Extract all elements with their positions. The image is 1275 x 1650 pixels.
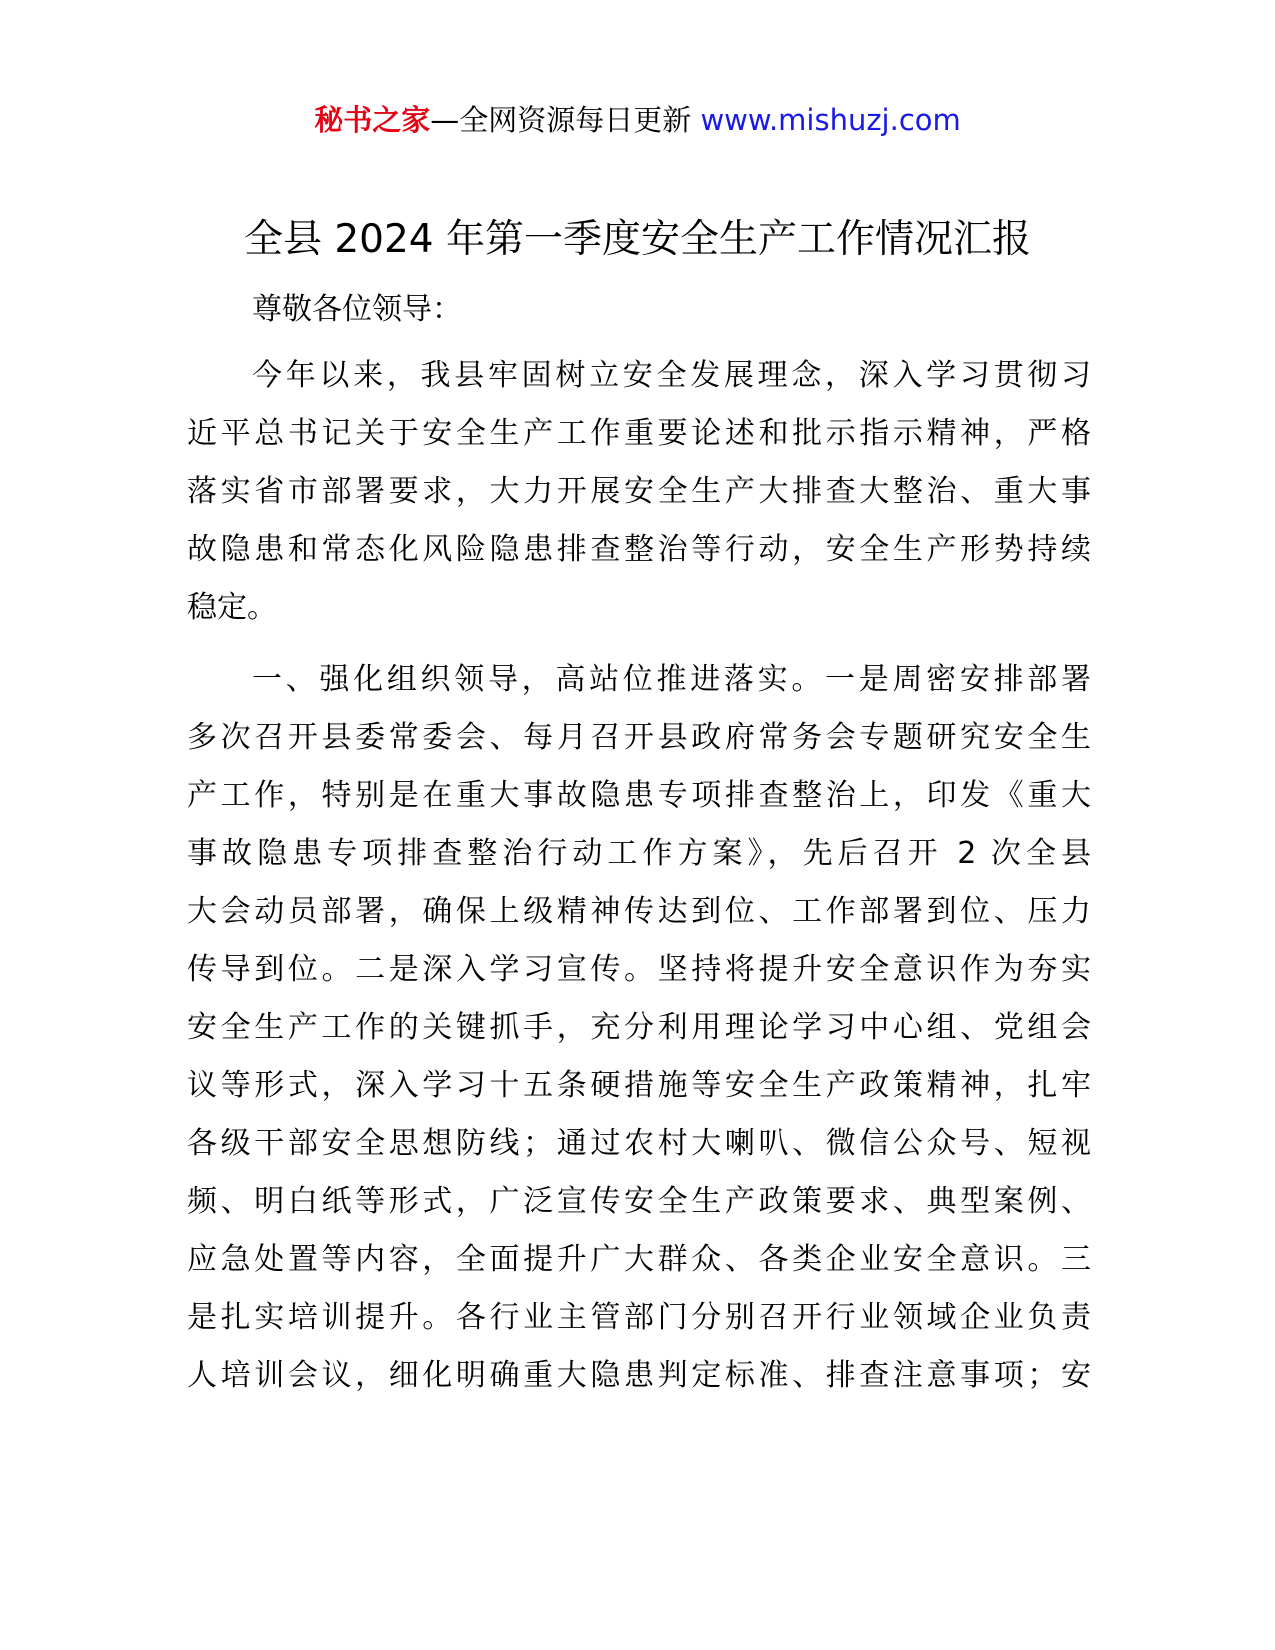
document-body (187, 286, 1091, 1419)
watermark-slogan: —全网资源每日更新 (430, 103, 701, 137)
paragraph-intro (187, 347, 1091, 637)
paragraph-line: 落实省市部署要求，大力开展安全生产大排查大整治、重大事 (187, 474, 1091, 509)
paragraph-line: 多次召开县委常委会、每月召开县政府常务会专题研究安全生 (187, 720, 1091, 755)
paragraph-line: 产工作，特别是在重大事故隐患专项排查整治上，印发《重大 (187, 778, 1091, 813)
watermark-url: www.mishuzj.com (700, 103, 961, 137)
paragraph-line: 频、明白纸等形式，广泛宣传安全生产政策要求、典型案例、 (187, 1184, 1091, 1219)
paragraph-line: 各级干部安全思想防线；通过农村大喇叭、微信公众号、短视 (187, 1126, 1091, 1161)
paragraph-line: 故隐患和常态化风险隐患排查整治等行动，安全生产形势持续 (187, 532, 1091, 567)
salutation: 尊敬各位领导： (252, 292, 462, 327)
paragraph-line: 今年以来，我县牢固树立安全发展理念，深入学习贯彻习 (252, 358, 1091, 393)
paragraph-line: 事故隐患专项排查整治行动工作方案》，先后召开 2 次全县 (187, 836, 1091, 871)
paragraph-line: 人培训会议，细化明确重大隐患判定标准、排查注意事项；安 (187, 1358, 1091, 1393)
paragraph-line: 稳定。 (187, 590, 277, 625)
paragraph-line: 应急处置等内容，全面提升广大群众、各类企业安全意识。三 (187, 1242, 1091, 1277)
paragraph-line: 议等形式，深入学习十五条硬措施等安全生产政策精神，扎牢 (187, 1068, 1091, 1103)
document-title: 全县 2024 年第一季度安全生产工作情况汇报 (243, 217, 1032, 262)
site-watermark-header (0, 98, 1275, 142)
paragraph-line: 传导到位。二是深入学习宣传。坚持将提升安全意识作为夯实 (187, 952, 1091, 987)
paragraph-section-one (187, 651, 1091, 1405)
paragraph-line: 一、强化组织领导，高站位推进落实。一是周密安排部署 (252, 662, 1091, 697)
paragraph-line: 是扎实培训提升。各行业主管部门分别召开行业领域企业负责 (187, 1300, 1091, 1335)
watermark-brand: 秘书之家 (314, 103, 431, 137)
paragraph-line: 近平总书记关于安全生产工作重要论述和批示指示精神，严格 (187, 416, 1091, 451)
paragraph-line: 安全生产工作的关键抓手，充分利用理论学习中心组、党组会 (187, 1010, 1091, 1045)
paragraph-line: 大会动员部署，确保上级精神传达到位、工作部署到位、压力 (187, 894, 1091, 929)
